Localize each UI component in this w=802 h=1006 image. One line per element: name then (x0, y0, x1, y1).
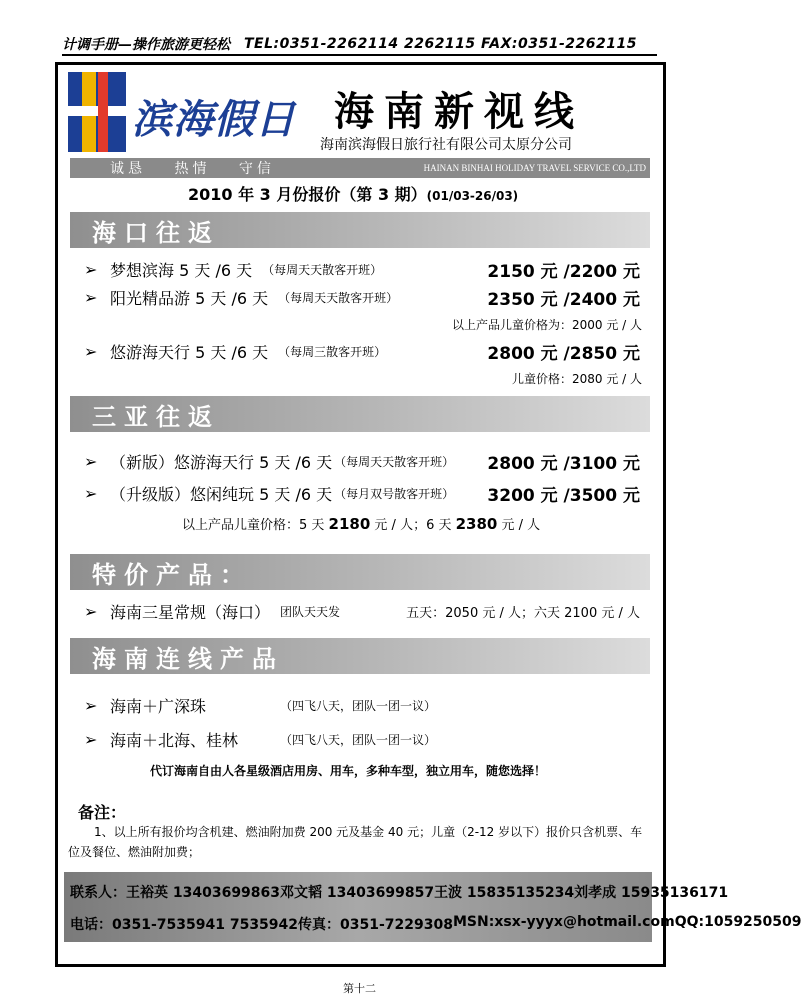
arrow-bullet-icon: ➢ (84, 601, 98, 621)
company-name: 海南滨海假日旅行社有限公司太原分公司 (320, 137, 572, 153)
hotel-car-service-note: 代订海南自由人各星级酒店用房、用车，多种车型，独立用车，随您选择！ (150, 764, 547, 778)
top-contact-line (62, 34, 657, 56)
page-title: 海南新视线 (334, 89, 584, 135)
section-haikou-heading: 海口往返 (70, 212, 650, 248)
contact-row-people: 联系人：王裕英 13403699863 邓文韬 13403699857 王波 15835135234 刘孝成 15935136171 (70, 885, 729, 901)
motto-bar (70, 158, 650, 178)
sanya-child-price-note: 以上产品儿童价格：5 天 2180 元 / 人；6 天 2380 元 / 人 (182, 515, 541, 533)
section-sanya-heading: 三亚往返 (70, 396, 650, 432)
remarks-text: 1、以上所有报价均含机建、燃油附加费 200 元及基金 40 元；儿童（2-12 岁以下）报价只含机票、车位及餐位、燃油附加费； (68, 825, 643, 859)
product-row: ➢ 梦想滨海 5 天 /6 天 （每周天天散客开班） 2150 元 /2200 元 (84, 259, 640, 282)
date-range: (01/03-26/03) (426, 189, 519, 203)
flyer-content (64, 70, 802, 960)
arrow-bullet-icon: ➢ (84, 729, 98, 749)
remarks-title: 备注： (78, 803, 127, 822)
arrow-bullet-icon: ➢ (84, 451, 98, 471)
product-row: ➢ （新版）悠游海天行 5 天 /6 天 （每周天天散客开班） 2800 元 /3100 元 (84, 451, 640, 474)
product-row: ➢ 海南＋广深珠 （四飞八天，团队一团一议） (84, 695, 437, 716)
product-row: ➢ 阳光精品游 5 天 /6 天 （每周天天散客开班） 2350 元 /2400 元 (84, 287, 640, 310)
top-slogan: 计调手册—操作旅游更轻松 (62, 37, 230, 53)
product-row: ➢ 悠游海天行 5 天 /6 天 （每周三散客开班） 2800 元 /2850 元 (84, 341, 640, 364)
child-price-note: 儿童价格：2080 元 / 人 (511, 372, 642, 386)
child-price-note: 以上产品儿童价格为：2000 元 / 人 (451, 318, 642, 332)
arrow-bullet-icon: ➢ (84, 695, 98, 715)
arrow-bullet-icon: ➢ (84, 341, 98, 361)
product-row: ➢ 海南＋北海、桂林 （四飞八天，团队一团一议） (84, 729, 437, 750)
logo-h-icon (68, 72, 126, 152)
product-row: ➢ （升级版）悠闲纯玩 5 天 /6 天 （每月双号散客开班） 3200 元 /3500 元 (84, 483, 640, 506)
contact-row-phone: 电话：0351-7535941 7535942 传真：0351-7229308 MSN:xsx-yyyx@hotmail.com QQ:1059250509 (70, 914, 802, 933)
price-period-title: 2010 年 3 月份报价（第 3 期）(01/03-26/03) (188, 185, 519, 204)
contact-info-bar (64, 872, 802, 942)
top-tel-fax: TEL:0351-2262114 2262115 FAX:0351-2262115 (244, 36, 637, 52)
motto: 诚恳 热情 守信 (110, 161, 275, 177)
logo-text: 滨海假日 (132, 97, 296, 143)
company-logo (68, 70, 298, 156)
arrow-bullet-icon: ➢ (84, 483, 98, 503)
page-footer: 第十二 (343, 982, 376, 995)
product-row: ➢ 海南三星常规（海口） 团队天天发 五天：2050 元 / 人；六天 2100 元 / 人 (84, 601, 640, 622)
section-combo-heading: 海南连线产品 (70, 638, 650, 674)
arrow-bullet-icon: ➢ (84, 287, 98, 307)
arrow-bullet-icon: ➢ (84, 259, 98, 279)
english-company-name: HAINAN BINHAI HOLIDAY TRAVEL SERVICE CO.,LTD (423, 163, 646, 173)
section-special-heading: 特价产品： (70, 554, 650, 590)
